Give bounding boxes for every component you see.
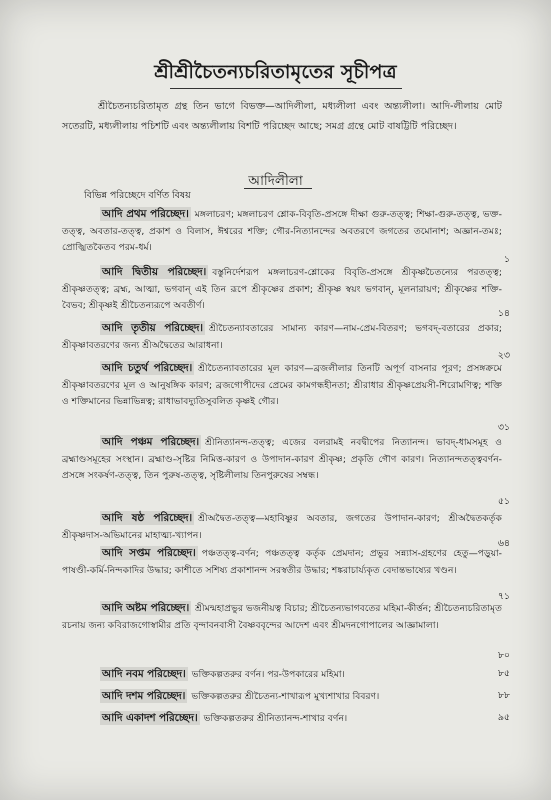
toc-entry [62, 434, 510, 507]
title-underline [170, 88, 402, 89]
chapter-label[interactable]: আদি নবম পরিচ্ছেদ। [102, 668, 186, 680]
chapter-label[interactable]: আদি পঞ্চম পরিচ্ছেদ। [102, 436, 200, 448]
chapter-label[interactable]: আদি সপ্তম পরিচ্ছেদ। [102, 547, 196, 559]
toc-entry [62, 710, 510, 728]
page-title: শ্রীশ্রীচৈতন্যচরিতামৃতের সূচীপত্র [154, 61, 397, 83]
page-number: ১৪ [497, 308, 510, 319]
chapter-label[interactable]: আদি প্রথম পরিচ্ছেদ। [102, 208, 189, 220]
chapter-label[interactable]: আদি ষষ্ঠ পরিচ্ছেদ। [102, 512, 193, 524]
toc-entry [62, 360, 510, 433]
page-number: ২৩ [497, 350, 510, 361]
chapter-summary: শ্রীঅদ্বৈত-তত্ত্ব—মহাবিষ্ণুর অবতার, জগতের উপাদান-কারণ; শ্রীঅদ্বৈতকর্তৃক শ্রীকৃষ্ণদাস-অভিমানের মাহাত্ম্য-খ্যাপন। [62, 513, 502, 541]
page-number: ৮০ [497, 650, 510, 661]
page-number: ৮৫ [497, 668, 510, 679]
chapter-summary: বস্তুনির্দেশরূপ মঙ্গলাচরণ-শ্লোকের বিবৃতি-প্রসঙ্গে শ্রীকৃষ্ণচৈতন্যের পরতত্ত্ব; শ্রীকৃষ্ণতত্ত্ব; ব্রহ্ম, আত্মা, ভগবান্ এই তিন রূপে শ্রীকৃষ্ণের প্রকাশ; শ্রীকৃষ্ণ স্বয়ং ভগবান্, মূলনারায়ণ; শ্রীকৃষ্ণের শক্তি-বৈভব; শ্রীকৃষ্ণই শ্রীচৈতন্যরূপে অবতীর্ণ। [62, 267, 502, 311]
chapter-label[interactable]: আদি অষ্টম পরিচ্ছেদ। [102, 602, 190, 614]
page-number: ১ [503, 254, 510, 265]
toc-entry [62, 264, 510, 319]
chapter-label[interactable]: আদি তৃতীয় পরিচ্ছেদ। [102, 322, 203, 334]
chapter-label[interactable]: আদি একাদশ পরিচ্ছেদ। [102, 712, 198, 724]
page-number: ৬৪ [497, 538, 510, 549]
chapter-label[interactable]: আদি চতুর্থ পরিচ্ছেদ। [102, 362, 193, 374]
section-underline [244, 188, 312, 189]
chapter-summary: পঞ্চতত্ত্ব-বর্ণন; পঞ্চতত্ত্ব কর্তৃক প্রেমদান; প্রভুর সন্ন্যাস-গ্রহণের হেতু—পড়ুয়া-পাষণ্ডী-কর্মি-নিন্দকাদির উদ্ধার; কাশীতে সশিষ্য প্রকাশানন্দ সরস্বতীর উদ্ধার; শঙ্করাচার্য্যকৃত বেদান্তভাষ্যের খণ্ডন। [62, 548, 502, 576]
chapter-summary: ভক্তিকল্পতরুর বর্ণন। পর-উপকারের মহিমা। [191, 669, 345, 680]
page-number: ৮৮ [497, 690, 510, 701]
chapter-summary: শ্রীচৈতন্যাবতারের সামান্য কারণ—নাম-প্রেম-বিতরণ; ভগবদ্-বতারের প্রকার; শ্রীকৃষ্ণাবতরণের জন্য শ্রীঅদ্বৈতের আরাধনা। [62, 323, 503, 351]
page-number: ৯৫ [497, 712, 510, 723]
chapter-summary: শ্রীচৈতন্যাবতারের মূল কারণ—ব্রজলীলার তিনটি অপূর্ণ বাসনার পূরণ; প্রসঙ্গক্রমে শ্রীকৃষ্ণাবতরণের মূল ও আনুষঙ্গিক কারণ; ব্রজগোপীদের প্রেমের কামগন্ধহীনতা; শ্রীরাধার শ্রীকৃষ্ণপ্রেয়সী-শিরোমণিত্ব; শক্তি ও শক্তিমানের ভিন্নাভিন্নত্ব; রাধাভাবদ্যুতিসুবলিত কৃষ্ণই গৌর। [62, 363, 502, 407]
chapter-summary: শ্রীমন্মহাপ্রভুর ভজনীয়ত্ব বিচার; শ্রীচৈতন্যভাগবতের মহিমা-কীর্ত্তন; শ্রীচৈতন্যচরিতামৃত রচনায় জন্য কবিরাজগোস্বামীর প্রতি বৃন্দাবনবাসী বৈষ্ণববৃন্দের আদেশ এবং শ্রীমদনগোপালের আজ্ঞামালা। [62, 603, 502, 631]
intro-paragraph: শ্রীচৈতন্যচরিতামৃত গ্রন্থ তিন ভাগে বিভক্ত—আদিলীলা, মধ্যলীলা এবং অন্ত্যলীলা। আদি-লীলায় মোট সতেরটি, মধ্যলীলায় পচিশটি এবং অন্ত্যলীলায় বিশটি পরিচ্ছেদ আছে; সমগ্র গ্রন্থে মোট বাষট্টিটি পরিচ্ছেদ। [62, 101, 502, 132]
toc-entry [62, 688, 510, 706]
page-number: ৭১ [497, 591, 510, 602]
page-number: ৩১ [497, 422, 510, 433]
chapter-summary: শ্রীনিত্যানন্দ-তত্ত্ব; এজের বলরামই নবদ্বীপের নিত্যানন্দ। ভাবদ্-ধামসমূহ ও ব্রহ্মাণ্ডসমূহের সংস্থান। ব্রহ্মাণ্ড-সৃষ্টির নিমিত্ত-কারণ ও উপাদান-কারণ শ্রীকৃষ্ণ; প্রকৃতি গৌণ কারণ। নিত্যানন্দতত্ত্ববর্ণন-প্রসঙ্গে সংকর্ষণ-তত্ত্ব, তিন পুরুষ-তত্ত্ব, সৃষ্টিলীলায় তিনপুরুষের সম্বন্ধ। [62, 437, 502, 481]
section-heading: আদিলীলা [248, 173, 303, 189]
toc-entry [62, 666, 510, 684]
toc-entry [62, 320, 510, 361]
subheading: বিভিন্ন পরিচ্ছেদে বর্ণিত বিষয় [84, 190, 191, 201]
chapter-label[interactable]: আদি দশম পরিচ্ছেদ। [102, 690, 186, 702]
toc-entry [62, 600, 510, 661]
toc-entry [62, 510, 510, 549]
chapter-label[interactable]: আদি দ্বিতীয় পরিচ্ছেদ। [102, 266, 207, 278]
chapter-summary: মঙ্গলাচরণ; মঙ্গলাচরণ শ্লোক-বিবৃতি-প্রসঙ্গে দীক্ষা গুরু-তত্ত্ব; শিক্ষা-গুরু-তত্ত্ব, ভক্ত-তত্ত্ব, অবতার-তত্ত্ব, প্রকাশ ও বিলাস, ঈশ্বরের শক্তি; গৌর-নিত্যানন্দের অবতরণে জগতের তমোনাশ; অজ্ঞান-তমঃ; প্রোজ্ঝিতকৈতব পরম-ধর্ম। [62, 209, 502, 253]
page-number: ৫১ [497, 496, 510, 507]
toc-entry [62, 206, 510, 265]
chapter-summary: ভক্তিকল্পতরুর শ্রীচৈতন্য-শাখারূপ মুখ্যশাখার বিবরণ। [191, 691, 380, 702]
toc-entry [62, 545, 510, 602]
chapter-summary: ভক্তিকল্পতরুর শ্রীনিত্যানন্দ-শাখার বর্ণন। [203, 713, 348, 724]
